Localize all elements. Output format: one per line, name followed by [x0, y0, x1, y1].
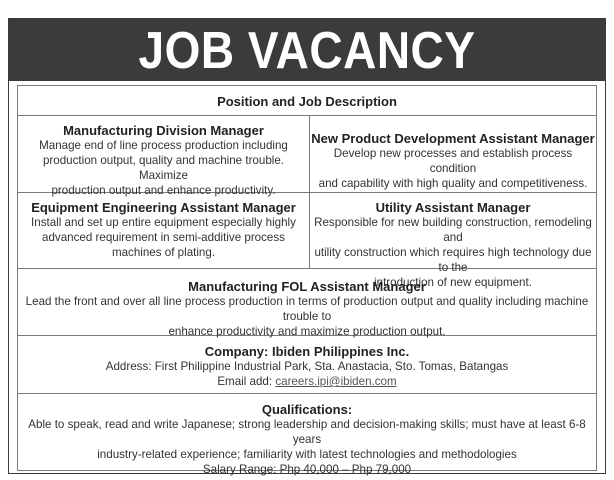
- position-desc-line: production output and enhance productivity.: [51, 184, 276, 197]
- position-desc-line: machines of plating.: [111, 246, 216, 259]
- position-desc-line: and capability with high quality and competitiveness.: [318, 177, 588, 190]
- table-row: [18, 116, 596, 197]
- position-title: New Product Development Assistant Manager: [311, 131, 595, 146]
- company-name: Company: Ibiden Philippines Inc.: [204, 344, 410, 359]
- position-title: Utility Assistant Manager: [375, 200, 531, 215]
- table-header: Position and Job Description: [217, 94, 397, 109]
- company-address: Address: First Philippine Industrial Park, Sta. Anastacia, Sto. Tomas, Batangas: [105, 360, 509, 373]
- position-cell: [310, 193, 596, 289]
- position-desc-line: Install and set up entire equipment especially highly: [31, 216, 296, 229]
- position-desc-line: Manage end of line process production including: [39, 139, 288, 152]
- position-title: Manufacturing FOL Assistant Manager: [188, 279, 426, 294]
- company-email-line: [18, 374, 596, 389]
- position-desc-line: Responsible for new building construction, remodeling and: [314, 216, 592, 244]
- job-table: [17, 85, 597, 476]
- table-header-row: [18, 86, 596, 116]
- position-desc-line: enhance productivity and maximize production output.: [168, 325, 446, 338]
- position-desc-line: Develop new processes and establish process condition: [333, 147, 573, 175]
- position-desc-line: utility construction which requires high technology due to the: [314, 246, 592, 274]
- email-label: Email add:: [217, 375, 276, 388]
- position-title: Manufacturing Division Manager: [63, 123, 264, 138]
- page-title: JOB VACANCY: [138, 20, 476, 80]
- position-desc-line: introduction of new equipment.: [374, 276, 532, 289]
- position-desc-line: advanced requirement in semi-additive process: [42, 231, 285, 244]
- position-desc-line: production output, quality and machine trouble. Maximize: [42, 154, 285, 182]
- position-cell: [18, 193, 310, 268]
- position-title: Equipment Engineering Assistant Manager: [31, 200, 296, 215]
- position-cell: [310, 116, 596, 192]
- qualifications-section: [18, 394, 596, 476]
- qualification-line: industry-related experience; familiarity with latest technologies and methodologies: [97, 448, 517, 461]
- qualifications-heading: Qualifications:: [261, 402, 353, 417]
- company-section: [18, 336, 596, 394]
- qualification-line: Able to speak, read and write Japanese; strong leadership and decision-making skills; must have at least 6-8 years: [28, 418, 586, 446]
- salary-range: Salary Range: Php 40,000 – Php 79,000: [202, 463, 412, 476]
- position-cell: [18, 116, 310, 197]
- position-desc-line: Lead the front and over all line process production in terms of production output and quality including machine trouble to: [25, 295, 589, 323]
- job-vacancy-poster: [8, 18, 606, 474]
- title-banner: [9, 19, 605, 81]
- table-row: [18, 269, 596, 336]
- email-link[interactable]: careers.ipi@ibiden.com: [275, 375, 397, 388]
